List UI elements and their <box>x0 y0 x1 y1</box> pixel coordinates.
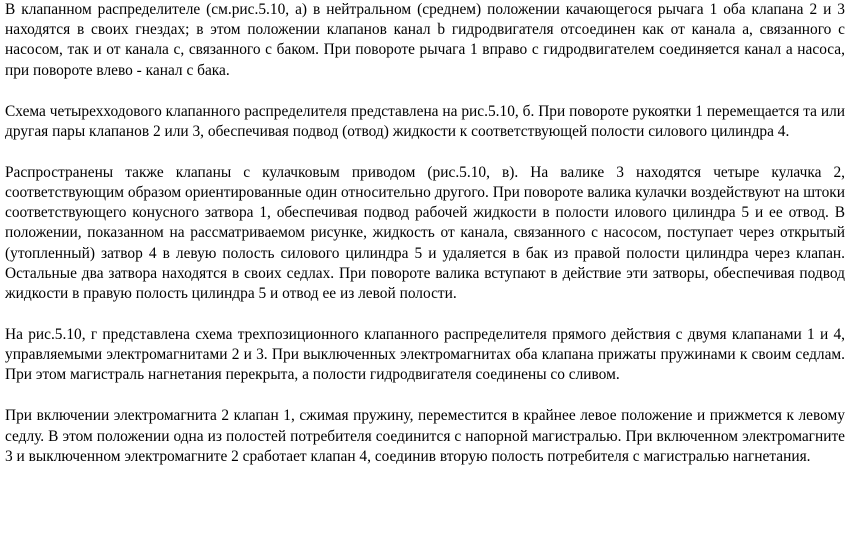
paragraph-cam-drive: Распространены также клапаны с кулачковым приводом (рис.5.10, в). На валике 3 находятся четыре кулачка 2, соответствующим образом ориентированные один относительно другого. При повороте валика кулачки воздействуют на штоки соответствующего конусного затвора 1, обеспечивая подвод рабочей жидкости в полости илового цилиндра 5 и ее отвод. В положении, показанном на рассматриваемом рисунке, жидкость от канала, связанного с насосом, поступает через открытый (утопленный) затвор 4 в левую полость силового цилиндра 5 и удаляется в бак из правой полости цилиндра через клапан. Остальные два затвора находятся в своих седлах. При повороте валика вступают в действие эти затворы, обеспечивая подвод жидкости в правую полость цилиндра 5 и отвод ее из левой полости. <box>5 163 845 303</box>
paragraph-four-way-valve: Схема четырехходового клапанного распределителя представлена на рис.5.10, б. При повороте рукоятки 1 перемещается та или другая пары клапанов 2 или 3, обеспечивая подвод (отвод) жидкости к соответствующей полости силового цилиндра 4. <box>5 102 845 140</box>
paragraph-electromagnet-switching: При включении электромагнита 2 клапан 1, сжимая пружину, переместится в крайнее левое положение и прижмется к левому седлу. В этом положении одна из полостей потребителя соединится с напорной магистралью. При включенном электромагните 3 и выключенном электромагните 2 сработает клапан 4, соединив вторую полость потребителя с магистралью нагнетания. <box>5 407 845 465</box>
paragraph-three-position-valve: На рис.5.10, г представлена схема трехпозиционного клапанного распределителя прямого действия с двумя клапанами 1 и 4, управляемыми электромагнитами 2 и 3. При выключенных электромагнитах оба клапана прижаты пружинами к своим седлам. При этом магистраль нагнетания перекрыта, а полости гидродвигателя соединены со сливом. <box>5 326 845 384</box>
document-body <box>5 0 845 467</box>
paragraph-lever-valve: В клапанном распределителе (см.рис.5.10, а) в нейтральном (среднем) положении качающегося рычага 1 оба клапана 2 и 3 находятся в своих гнездах; в этом положении клапанов канал b гидродвигателя отсоединен как от канала а, связанного с насосом, так и от канала с, связанного с баком. При повороте рычага 1 вправо с гидродвигателем соединяется канал а насоса, при повороте влево - канал с бака. <box>5 1 845 79</box>
